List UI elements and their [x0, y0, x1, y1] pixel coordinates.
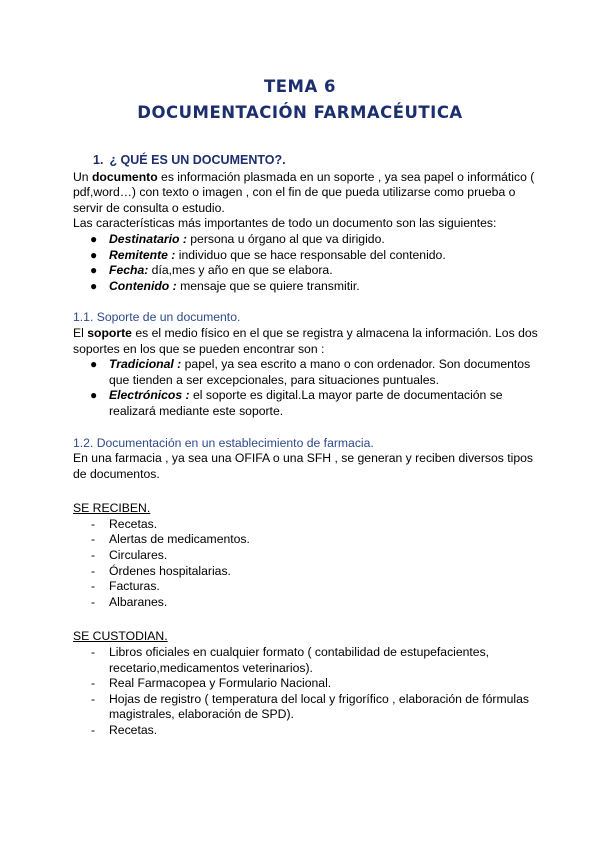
dash-icon: - [91, 594, 96, 609]
list-item [90, 263, 543, 279]
dash-icon: - [91, 723, 96, 737]
dash-icon: - [91, 676, 96, 691]
list-item-text: Órdenes hospitalarias. [109, 563, 231, 578]
list-item [91, 516, 543, 533]
support-term: Tradicional : [109, 357, 182, 372]
dash-icon: - [91, 645, 96, 660]
definition-prefix: Un [73, 169, 92, 184]
list-item [91, 594, 543, 611]
support-description: el soporte es digital.La mayor parte de documentación se realizará mediante este soporte. [109, 388, 503, 418]
list-item [91, 645, 543, 676]
bullet-icon: ● [90, 388, 98, 403]
bullet-icon: ● [90, 231, 98, 246]
list-item-text: Circulares. [109, 548, 168, 563]
feature-text: mensaje que se quiere transmitir. [176, 278, 360, 293]
dash-icon: - [91, 691, 96, 706]
list-item-text: Recetas. [109, 516, 158, 531]
section-1-1-intro [73, 326, 543, 357]
se-reciben-heading: SE RECIBEN. [73, 501, 151, 516]
section-1-definition [73, 170, 543, 217]
bullet-icon: ● [90, 278, 98, 293]
dash-icon: - [91, 532, 96, 547]
support-text: es el medio físico en el que se registra y almacena la información. Los dos soportes en los que se pueden encontrar son : [73, 325, 538, 356]
support-types-list [73, 357, 543, 419]
list-item-text: Alertas de medicamentos. [109, 532, 250, 547]
list-item-text: Real Farmacopea y Formulario Nacional. [109, 676, 332, 691]
section-1-2-heading: 1.2. Documentación en un establecimiento de farmacia. [73, 435, 374, 450]
features-list [73, 232, 543, 294]
list-item [90, 231, 543, 248]
support-term: Electrónicos : [109, 388, 190, 403]
feature-text: individuo que se hace responsable del contenido. [175, 247, 446, 262]
support-description: papel, ya sea escrito a mano o con ordenador. Son documentos que tienden a ser excepcionales, para situaciones puntuales. [109, 357, 531, 387]
dash-icon: - [91, 548, 96, 563]
list-item [90, 388, 543, 419]
list-item [91, 548, 543, 564]
bullet-icon: ● [90, 263, 98, 278]
se-custodian-heading: SE CUSTODIAN. [73, 629, 168, 644]
list-item [91, 563, 543, 580]
section-1-lead: Las características más importantes de todo un documento son las siguientes: [73, 216, 497, 231]
bullet-icon: ● [90, 357, 98, 372]
feature-term: Fecha: [109, 263, 149, 278]
section-1-heading-text: ¿ QUÉ ES UN DOCUMENTO?. [109, 153, 286, 167]
feature-term: Remitente : [109, 247, 176, 262]
list-item-text: Libros oficiales en cualquier formato ( contabilidad de estupefacientes, recetario,medicamentos veterinarios). [109, 645, 490, 675]
list-item [90, 357, 543, 388]
se-reciben-list [73, 517, 543, 611]
feature-term: Destinatario : [109, 231, 187, 246]
section-1-number: 1. [93, 153, 104, 167]
list-item [91, 532, 543, 548]
support-prefix: El [73, 325, 88, 340]
bullet-icon: ● [90, 247, 98, 262]
list-item-text: Facturas. [109, 579, 160, 594]
dash-icon: - [91, 579, 96, 594]
list-item [90, 247, 543, 264]
list-item-text: Hojas de registro ( temperatura del local y frigorífico , elaboración de fórmulas magistrales, elaboración de SPD). [109, 691, 529, 722]
list-item [91, 676, 543, 692]
feature-term: Contenido : [109, 278, 177, 293]
se-custodian-list [73, 645, 543, 739]
definition-text: es información plasmada en un soporte , ya sea papel o informático ( pdf,word…) con texto o imagen , con el fin de que pueda utilizarse como prueba o servir de consulta o estudio. [73, 169, 535, 215]
dash-icon: - [91, 563, 96, 578]
support-keyword: soporte [87, 325, 132, 340]
feature-text: día,mes y año en que se elabora. [148, 263, 333, 278]
definition-keyword: documento [91, 169, 158, 184]
section-1-2-intro: En una farmacia , ya sea una OFIFA o una SFH , se generan y reciben diversos tipos de documentos. [73, 451, 533, 481]
list-item [91, 691, 543, 723]
list-item [91, 579, 543, 595]
list-item-text: Albaranes. [109, 594, 168, 609]
list-item [91, 723, 543, 739]
feature-text: persona u órgano al que va dirigido. [186, 231, 385, 246]
section-1-1-heading: 1.1. Soporte de un documento. [73, 310, 241, 325]
dash-icon: - [91, 516, 96, 531]
list-item-text: Recetas. [109, 723, 158, 737]
document-title-topic: TEMA 6 [264, 77, 336, 96]
document-body [73, 153, 543, 739]
list-item [90, 278, 543, 295]
document-title-subject: DOCUMENTACIÓN FARMACÉUTICA [137, 103, 463, 122]
section-1-heading [93, 153, 543, 169]
